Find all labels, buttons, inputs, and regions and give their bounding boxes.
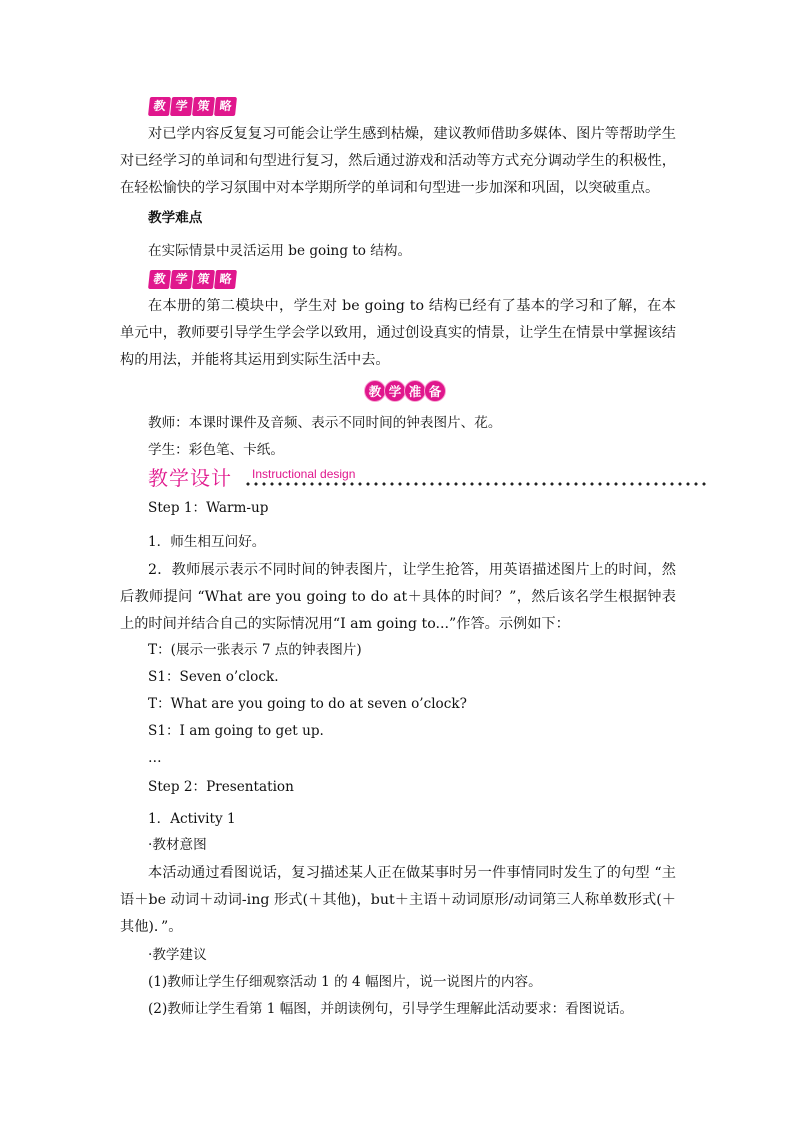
tag-char: 略 [214, 97, 237, 116]
intent-heading: ·教材意图 [148, 837, 207, 853]
strategy-paragraph-1: 对已学内容反复复习可能会让学生感到枯燥，建议教师借助多媒体、图片等帮助学生对已经学习的单词和句型进行复习，然后通过游戏和活动等方式充分调动学生的积极性，在轻松愉快的学习氛围中对本学期所学的单词和句型进一步加深和巩固，以突破重点。 [120, 126, 676, 196]
tag-char: 准 [404, 380, 426, 402]
tag-char: 略 [214, 270, 237, 289]
section-title-zh: 教学设计 [148, 466, 232, 490]
tag-char: 备 [424, 380, 446, 402]
suggestion-1: (1)教师让学生仔细观察活动 1 的 4 幅图片，说一说图片的内容。 [148, 974, 542, 990]
teacher-preparation: 教师：本课时课件及音频、表示不同时间的钟表图片、花。 [148, 415, 502, 431]
warmup-paragraph: 2．教师展示表示不同时间的钟表图片，让学生抢答，用英语描述图片上的时间，然后教师提问 “What are you going to do at＋具体的时间？”，然后该名学生根据钟表上的时间并结合自己的实际情况用“I am going to...”作答。示例如下： [120, 562, 676, 632]
instructional-design-header [148, 462, 708, 492]
dialog-line: S1：I am going to get up. [148, 723, 324, 739]
dialog-line: S1：Seven o’clock. [148, 669, 279, 685]
student-preparation: 学生：彩色笔、卡纸。 [148, 442, 284, 458]
tag-char: 策 [192, 270, 215, 289]
tag-char: 学 [384, 380, 406, 402]
suggestion-2: (2)教师让学生看第 1 幅图，并朗读例句，引导学生理解此活动要求：看图说话。 [148, 1001, 634, 1017]
intent-paragraph: 本活动通过看图说话，复习描述某人正在做某事时另一件事情同时发生了的句型 “主语＋be 动词＋动词-ing 形式(＋其他)，but＋主语＋动词原形/动词第三人称单数形式(＋其他)．”。 [120, 865, 676, 935]
tag-char: 策 [192, 97, 215, 116]
difficulty-heading: 教学难点 [148, 210, 203, 226]
tag-char: 学 [170, 270, 193, 289]
teaching-preparation-tag [364, 380, 444, 402]
tag-char: 教 [148, 270, 171, 289]
dialog-line: T：What are you going to do at seven o’clock? [148, 696, 467, 712]
teaching-strategy-tag [149, 97, 236, 117]
tag-char: 学 [170, 97, 193, 116]
strategy-paragraph-2: 在本册的第二模块中，学生对 be going to 结构已经有了基本的学习和了解，在本单元中，教师要引导学生学会学以致用，通过创设真实的情景，让学生在情景中掌握该结构的用法，并能将其运用到实际生活中去。 [120, 298, 676, 368]
dotted-divider [244, 481, 710, 487]
step-2-heading: Step 2：Presentation [148, 779, 294, 795]
item-1: 1．师生相互问好。 [148, 534, 266, 550]
teaching-strategy-tag-2 [149, 270, 236, 290]
dialog-ellipsis: … [148, 750, 162, 766]
tag-char: 教 [364, 380, 386, 402]
suggestion-heading: ·教学建议 [148, 947, 207, 963]
activity-1-heading: 1．Activity 1 [148, 811, 236, 827]
section-title-en: Instructional design [252, 467, 356, 481]
difficulty-text: 在实际情景中灵活运用 be going to 结构。 [148, 243, 412, 259]
dialog-line: T：(展示一张表示 7 点的钟表图片) [148, 642, 362, 658]
tag-char: 教 [148, 97, 171, 116]
step-1-heading: Step 1：Warm-up [148, 500, 269, 516]
